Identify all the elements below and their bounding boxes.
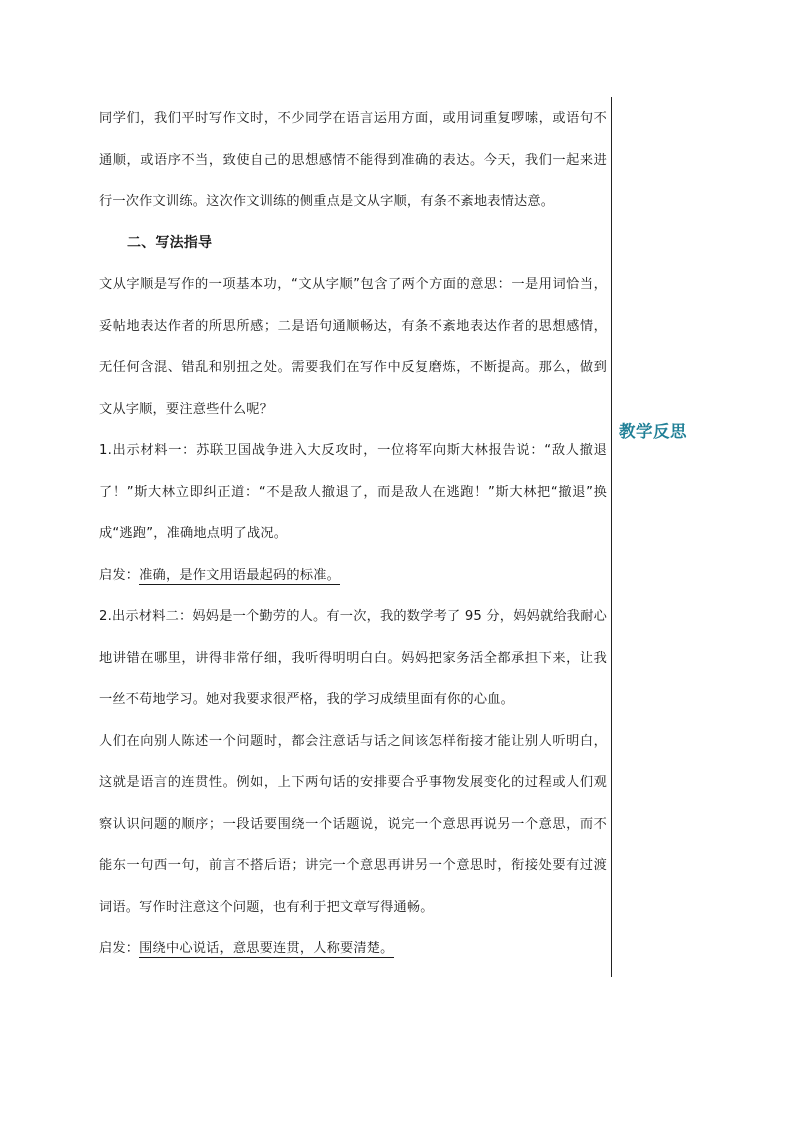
- material-two-paragraph: 2.出示材料二：妈妈是一个勤劳的人。有一次，我的数学考了 95 分，妈妈就给我耐心地讲错在哪里，讲得非常仔细，我听得明明白白。妈妈把家务活全都承担下来，让我一丝不苟地学习。她对我要求很严格，我的学习成绩里面有你的心血。: [99, 609, 607, 707]
- coherence-paragraph: 人们在向别人陈述一个问题时，都会注意话与话之间该怎样衔接才能让别人听明白，这就是语言的连贯性。例如，上下两句话的安排要合乎事物发展变化的过程或人们观察认识问题的顺序；一段话要围绕一个话题说，说完一个意思再说另一个意思，而不能东一句西一句，前言不搭后语；讲完一个意思再讲另一个意思时，衔接处要有过渡词语。写作时注意这个问题，也有利于把文章写得通畅。: [99, 733, 607, 915]
- insight-one-label: 启发：: [99, 567, 140, 583]
- insight-one-text: 准确，是作文用语最起码的标准。: [139, 567, 340, 583]
- guide-paragraph: 文从字顺是写作的一项基本功，“文从字顺”包含了两个方面的意思：一是用词恰当，妥帖地表达作者的所思所感；二是语句通顺畅达，有条不紊地表达作者的思想感情，无任何含混、错乱和别扭之处。需要我们在写作中反复磨炼，不断提高。那么，做到文从字顺，要注意些什么呢？: [99, 277, 607, 417]
- section-heading: 二、写法指导: [127, 234, 213, 251]
- lesson-body: [99, 98, 607, 970]
- insight-two-text: 围绕中心说话，意思要连贯，人称要清楚。: [139, 941, 394, 956]
- intro-paragraph: 同学们，我们平时写作文时，不少同学在语言运用方面，或用词重复啰嗦，或语句不通顺，或语序不当，致使自己的思想感情不能得到准确的表达。今天，我们一起来进行一次作文训练。这次作文训练的侧重点是文从字顺，有条不紊地表情达意。: [99, 111, 607, 209]
- column-divider: [611, 97, 612, 977]
- insight-two-label: 启发：: [99, 941, 140, 956]
- insight-two: [99, 928, 607, 970]
- teaching-reflection-label: 教学反思: [619, 422, 687, 441]
- material-one-paragraph: 1.出示材料一：苏联卫国战争进入大反攻时，一位将军向斯大林报告说：“敌人撤退了！”斯大林立即纠正道：“不是敌人撤退了，而是敌人在逃跑！”斯大林把“撤退”换成“逃跑”，准确地点明了战况。: [99, 443, 607, 541]
- insight-one: [99, 555, 607, 597]
